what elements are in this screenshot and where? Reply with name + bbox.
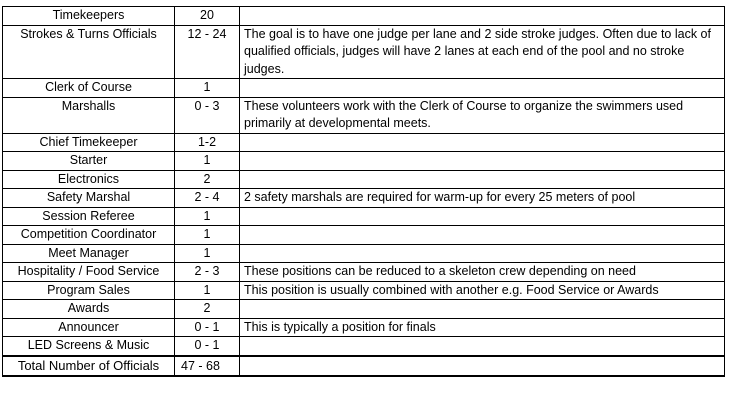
count-cell: 2 [175,170,240,189]
table-row [3,318,725,337]
note-cell: The goal is to have one judge per lane and 2 side stroke judges. Often due to lack of qualified officials, judges will have 2 lanes at each end of the pool and no stroke judges. [240,25,725,79]
note-cell: This is typically a position for finals [240,318,725,337]
note-cell: This position is usually combined with another e.g. Food Service or Awards [240,281,725,300]
officials-table [2,6,725,377]
table-row [3,7,725,26]
table-row [3,300,725,319]
role-cell: Competition Coordinator [3,226,175,245]
count-cell: 0 - 3 [175,97,240,133]
note-cell [240,133,725,152]
table-row [3,244,725,263]
total-label: Total Number of Officials [3,356,175,376]
role-cell: Electronics [3,170,175,189]
note-cell [240,300,725,319]
note-cell [240,226,725,245]
role-cell: Hospitality / Food Service [3,263,175,282]
role-cell: Meet Manager [3,244,175,263]
table-row [3,25,725,79]
count-cell: 1-2 [175,133,240,152]
count-cell: 12 - 24 [175,25,240,79]
count-cell: 2 - 4 [175,189,240,208]
role-cell: Clerk of Course [3,79,175,98]
role-cell: Safety Marshal [3,189,175,208]
role-cell: Strokes & Turns Officials [3,25,175,79]
table-row [3,189,725,208]
officials-table-body [3,7,725,376]
table-row [3,337,725,356]
count-cell: 20 [175,7,240,26]
count-cell: 1 [175,244,240,263]
table-row [3,226,725,245]
note-cell [240,337,725,356]
note-cell [240,244,725,263]
note-cell: These positions can be reduced to a skeleton crew depending on need [240,263,725,282]
total-note [240,356,725,376]
note-cell [240,207,725,226]
count-cell: 0 - 1 [175,318,240,337]
total-count: 47 - 68 [175,356,240,376]
table-row [3,263,725,282]
count-cell: 1 [175,79,240,98]
role-cell: Session Referee [3,207,175,226]
role-cell: Timekeepers [3,7,175,26]
total-row [3,356,725,376]
count-cell: 1 [175,226,240,245]
count-cell: 2 - 3 [175,263,240,282]
note-cell [240,79,725,98]
role-cell: Program Sales [3,281,175,300]
table-row [3,281,725,300]
note-cell [240,7,725,26]
role-cell: Awards [3,300,175,319]
table-row [3,97,725,133]
table-row [3,152,725,171]
note-cell [240,170,725,189]
count-cell: 2 [175,300,240,319]
role-cell: Marshalls [3,97,175,133]
count-cell: 1 [175,207,240,226]
role-cell: LED Screens & Music [3,337,175,356]
count-cell: 1 [175,152,240,171]
role-cell: Chief Timekeeper [3,133,175,152]
role-cell: Starter [3,152,175,171]
role-cell: Announcer [3,318,175,337]
table-row [3,170,725,189]
count-cell: 0 - 1 [175,337,240,356]
note-cell: 2 safety marshals are required for warm-up for every 25 meters of pool [240,189,725,208]
table-row [3,207,725,226]
count-cell: 1 [175,281,240,300]
table-row [3,79,725,98]
note-cell [240,152,725,171]
table-row [3,133,725,152]
note-cell: These volunteers work with the Clerk of Course to organize the swimmers used primarily at developmental meets. [240,97,725,133]
